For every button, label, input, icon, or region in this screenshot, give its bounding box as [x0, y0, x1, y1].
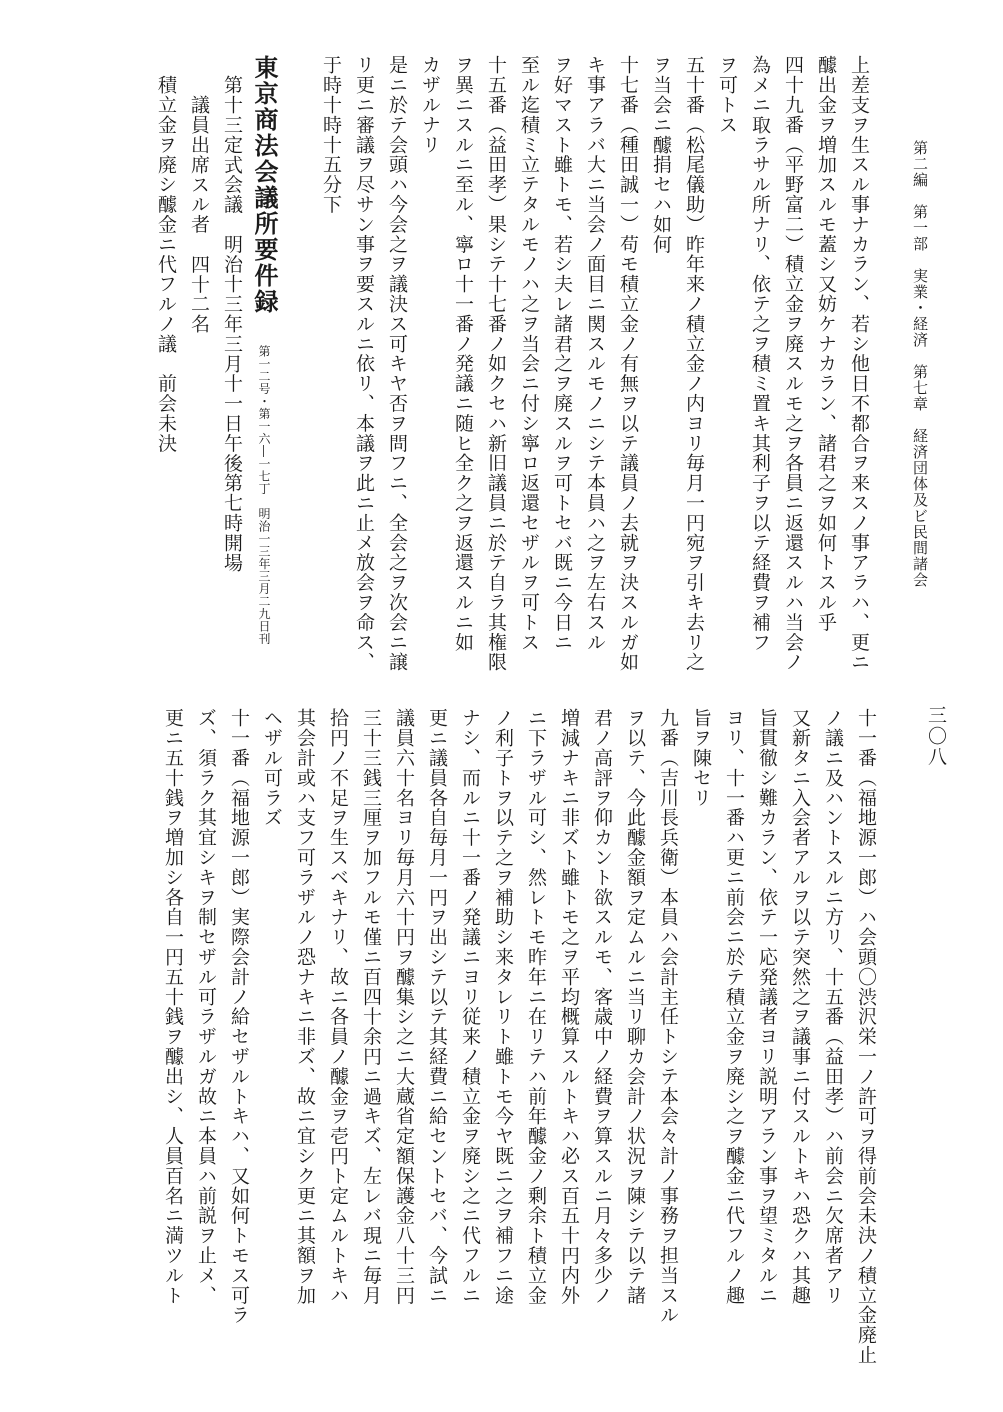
text-line: ニ下ラザル可シ、然レトモ昨年ニ在リテハ前年醵金ノ剰余ト積立金	[525, 708, 547, 1305]
blank-line	[281, 55, 314, 695]
text-line: ナシ、而ルニ十一番ノ発議ニヨリ従来ノ積立金ヲ廃シ之ニ代フルニ	[459, 708, 481, 1305]
text-line: 十七番（種田誠一）苟モ積立金ノ有無ヲ以テ議員ノ去就ヲ決スルガ如	[617, 55, 639, 672]
text-line: ズ、須ラク其宜シキヲ制セザル可ラザルガ故ニ本員ハ前説ヲ止メ、	[195, 708, 217, 1305]
text-line: ヨリ、十一番ハ更ニ前会ニ於テ積立金ヲ廃シ之ヲ醵金ニ代フルノ趣	[723, 708, 745, 1305]
text-line: カザルナリ	[419, 55, 441, 155]
text-line: ノ利子トヲ以テ之ヲ補助シ来タレリト雖トモ今ヤ既ニ之ヲ補フニ途	[492, 708, 514, 1305]
text-line: 拾円ノ不足ヲ生スベキナリ、故ニ各員ノ醵金ヲ壱円ト定ムルトキハ	[327, 708, 349, 1305]
text-line: 十五番（益田孝）果シテ十七番ノ如クセハ新旧議員ニ於テ自ラ其権限	[485, 55, 507, 672]
section-title-text: 東京商法会議所要件録	[250, 55, 279, 315]
text-line: 至ル迄積ミ立テタルモノハ之ヲ当会ニ付シ寧ロ返還セザルヲ可トス	[518, 55, 540, 652]
text-line: ヘザル可ラズ	[261, 708, 283, 828]
text-line: 又新タニ入会者アルヲ以テ突然之ヲ議事ニ付スルトキハ恐クハ其趣	[789, 708, 811, 1305]
text-line: 為メニ取ラサル所ナリ、依テ之ヲ積ミ置キ其利子ヲ以テ経費ヲ補フ	[749, 55, 771, 652]
text-line: 九番（吉川長兵衛）本員ハ会計主任トシテ本会々計ノ事務ヲ担当スル	[657, 708, 679, 1325]
attendance-line: 議員出席スル者 四十二名	[188, 95, 210, 334]
section-title	[248, 55, 281, 695]
agenda-line: 積立金ヲ廃シ醵金ニ代フルノ議 前会未決	[155, 75, 177, 454]
text-line: 旨ヲ陳セリ	[690, 708, 712, 808]
text-line: 五十番（松尾儀助）昨年来ノ積立金ノ内ヨリ毎月一円宛ヲ引キ去リ之	[683, 55, 705, 672]
text-line: 君ノ高評ヲ仰カント欲スルモ、客歳中ノ経費ヲ算スルニ月々多少ノ	[591, 708, 613, 1305]
text-line: 四十九番（平野富二）積立金ヲ廃スルモ之ヲ各員ニ返還スルハ当会ノ	[782, 55, 804, 672]
text-line: 増減ナキニ非ズト雖トモ之ヲ平均概算スルトキハ必ス百五十円内外	[558, 708, 580, 1305]
text-line: ヲ当会ニ醵捐セハ如何	[650, 55, 672, 254]
text-line: 于時十時十五分下	[320, 55, 342, 215]
text-line: ノ議ニ及ハントスルニ方リ、十五番（益田孝）ハ前会ニ欠席者アリ	[822, 708, 844, 1305]
section-source-note: 第一二号・第一六―一七丁 明治一三年三月二九日刊	[257, 345, 271, 645]
text-line: 是ニ於テ会頭ハ今会之ヲ議決ス可キヤ否ヲ問フニ、全会之ヲ次会ニ譲	[386, 55, 408, 672]
text-line: 其会計或ハ支フ可ラザルノ恐ナキニ非ズ、故ニ宜シク更ニ其額ヲ加	[294, 708, 316, 1305]
text-line: 上差支ヲ生スル事ナカラン、若シ他日不都合ヲ来スノ事アラハ、更ニ	[848, 55, 870, 672]
page-number: 三〇八	[925, 705, 947, 768]
text-line: リ更ニ審議ヲ尽サン事ヲ要スルニ依リ、本議ヲ此ニ止メ放会ヲ命ス、	[353, 55, 375, 672]
text-line: ヲ好マスト雖トモ、若シ夫レ諸君之ヲ廃スルヲ可トセバ既ニ今日ニ	[551, 55, 573, 652]
lower-text-block	[77, 708, 882, 1368]
text-line: 十一番（福地源一郎）ハ会頭〇渋沢栄一ノ許可ヲ得前会未決ノ積立金廃止	[855, 708, 877, 1365]
upper-text-block	[155, 55, 875, 695]
text-line: ヲ以テ、今此醵金額ヲ定ムルニ当リ聊カ会計ノ状況ヲ陳シテ以テ諸	[624, 708, 646, 1305]
text-line: 旨貫徹シ難カラン、依テ一応発議者ヨリ説明アラン事ヲ望ミタルニ	[756, 708, 778, 1305]
text-line: 十一番（福地源一郎）実際会計ノ給セザルトキハ、又如何トモス可ラ	[228, 708, 250, 1325]
text-line: 議員六十名ヨリ毎月六十円ヲ醵集シ之ニ大蔵省定額保護金八十三円	[393, 708, 415, 1305]
text-line: 三十三銭三厘ヲ加フルモ僅ニ百四十余円ニ過キズ、左レバ現ニ毎月	[360, 708, 382, 1305]
text-line: 更ニ五十銭ヲ増加シ各自一円五十銭ヲ醵出シ、人員百名ニ満ツルト	[162, 708, 184, 1305]
text-line: キ事アラバ大ニ当会ノ面目ニ関スルモノニシテ本員ハ之ヲ左右スル	[584, 55, 606, 652]
text-line: ヲ異ニスルニ至ル、寧ロ十一番ノ発議ニ随ヒ全ク之ヲ返還スルニ如	[452, 55, 474, 652]
meeting-line: 第十三定式会議 明治十三年三月十一日午後第七時開場	[221, 75, 243, 573]
text-line: ヲ可トス	[716, 55, 738, 135]
text-line: 醵出金ヲ増加スルモ蓋シ又妨ケナカラン、諸君之ヲ如何トスル乎	[815, 55, 837, 633]
running-header: 第二編 第一部 実業・経済 第七章 経済団体及ビ民間諸会	[911, 140, 929, 588]
text-line: 更ニ議員各自毎月一円ヲ出シテ以テ其経費ニ給セントセバ、今試ニ	[426, 708, 448, 1305]
